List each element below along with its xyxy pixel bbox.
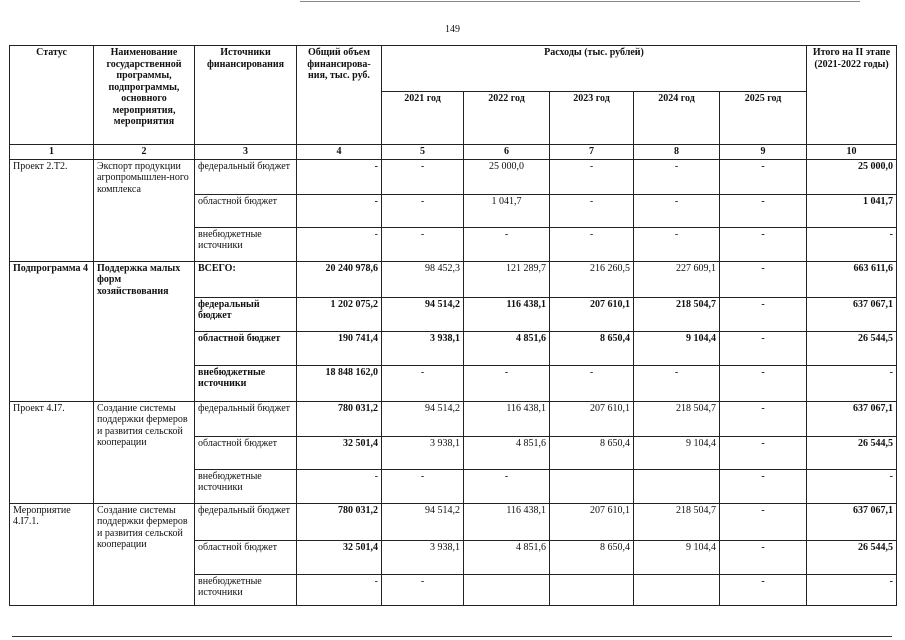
year-2023-cell: - — [550, 159, 634, 194]
year-2025-cell: - — [720, 436, 807, 469]
year-2021-cell: 3 938,1 — [382, 540, 464, 574]
year-2022-cell: - — [464, 365, 550, 401]
total-cell: - — [297, 159, 382, 194]
col-number: 10 — [807, 145, 897, 160]
year-2022-cell: 116 438,1 — [464, 503, 550, 540]
year-2024-cell: 9 104,4 — [634, 436, 720, 469]
header-name: Наименование государственной программы, подпрограммы, основного мероприятия, мероприятия — [94, 46, 195, 145]
year-2025-cell: - — [720, 401, 807, 436]
source-cell: областной бюджет — [195, 436, 297, 469]
col-number: 3 — [195, 145, 297, 160]
itogo-cell: 637 067,1 — [807, 297, 897, 331]
year-2023-cell: 8 650,4 — [550, 540, 634, 574]
header-year: 2022 год — [464, 92, 550, 145]
year-2025-cell: - — [720, 540, 807, 574]
year-2025-cell: - — [720, 227, 807, 261]
total-cell: 18 848 162,0 — [297, 365, 382, 401]
source-cell: внебюджетные источники — [195, 574, 297, 605]
source-cell: внебюджетные источники — [195, 365, 297, 401]
itogo-cell: 26 544,5 — [807, 436, 897, 469]
itogo-cell: - — [807, 574, 897, 605]
col-number: 6 — [464, 145, 550, 160]
year-2024-cell: 218 504,7 — [634, 503, 720, 540]
year-2024-cell: - — [634, 227, 720, 261]
total-cell: 32 501,4 — [297, 436, 382, 469]
source-cell: областной бюджет — [195, 540, 297, 574]
col-number: 2 — [94, 145, 195, 160]
year-2024-cell: 9 104,4 — [634, 540, 720, 574]
year-2021-cell: - — [382, 159, 464, 194]
program-name-cell: Поддержка малых форм хозяйствования — [94, 261, 195, 401]
year-2024-cell: 9 104,4 — [634, 331, 720, 365]
year-2021-cell: 3 938,1 — [382, 436, 464, 469]
year-2023-cell — [550, 574, 634, 605]
status-cell: Подпрограмма 4 — [10, 261, 94, 401]
year-2021-cell: 94 514,2 — [382, 503, 464, 540]
total-cell: 780 031,2 — [297, 503, 382, 540]
year-2022-cell: 1 041,7 — [464, 194, 550, 227]
program-name-cell: Создание системы поддержки фермеров и развития сельской кооперации — [94, 503, 195, 605]
total-cell: - — [297, 227, 382, 261]
year-2023-cell: 8 650,4 — [550, 436, 634, 469]
total-cell: 780 031,2 — [297, 401, 382, 436]
total-cell: - — [297, 469, 382, 503]
year-2021-cell: - — [382, 574, 464, 605]
year-2024-cell — [634, 469, 720, 503]
year-2024-cell: - — [634, 159, 720, 194]
total-cell: 20 240 978,6 — [297, 261, 382, 297]
itogo-cell: 1 041,7 — [807, 194, 897, 227]
total-cell: - — [297, 574, 382, 605]
status-cell: Проект 4.I7. — [10, 401, 94, 503]
year-2022-cell: 4 851,6 — [464, 436, 550, 469]
header-sources: Источники финансирования — [195, 46, 297, 145]
year-2023-cell: - — [550, 365, 634, 401]
header-year: 2025 год — [720, 92, 807, 145]
year-2021-cell: 94 514,2 — [382, 297, 464, 331]
source-cell: федеральный бюджет — [195, 401, 297, 436]
year-2025-cell: - — [720, 194, 807, 227]
col-number: 7 — [550, 145, 634, 160]
header-expenses: Расходы (тыс. рублей) — [382, 46, 807, 92]
year-2023-cell: - — [550, 227, 634, 261]
year-2022-cell: - — [464, 469, 550, 503]
source-cell: федеральный бюджет — [195, 297, 297, 331]
year-2025-cell: - — [720, 331, 807, 365]
itogo-cell: 637 067,1 — [807, 401, 897, 436]
source-cell: внебюджетные источники — [195, 469, 297, 503]
itogo-cell: - — [807, 469, 897, 503]
status-cell: Мероприятие 4.I7.1. — [10, 503, 94, 605]
header-year: 2024 год — [634, 92, 720, 145]
scan-edge-bottom — [12, 636, 892, 637]
year-2021-cell: 98 452,3 — [382, 261, 464, 297]
total-cell: 1 202 075,2 — [297, 297, 382, 331]
year-2021-cell: - — [382, 194, 464, 227]
total-cell: - — [297, 194, 382, 227]
itogo-cell: 26 544,5 — [807, 540, 897, 574]
year-2024-cell: 218 504,7 — [634, 297, 720, 331]
table-row — [10, 261, 897, 297]
col-number: 5 — [382, 145, 464, 160]
year-2022-cell: 116 438,1 — [464, 401, 550, 436]
year-2022-cell — [464, 574, 550, 605]
program-name-cell: Экспорт продукции агропромышлен-ного комплекса — [94, 159, 195, 261]
source-cell: ВСЕГО: — [195, 261, 297, 297]
year-2024-cell: 218 504,7 — [634, 401, 720, 436]
itogo-cell: 25 000,0 — [807, 159, 897, 194]
year-2023-cell: 8 650,4 — [550, 331, 634, 365]
source-cell: областной бюджет — [195, 331, 297, 365]
year-2021-cell: 94 514,2 — [382, 401, 464, 436]
year-2021-cell: - — [382, 365, 464, 401]
year-2025-cell: - — [720, 469, 807, 503]
itogo-cell: 26 544,5 — [807, 331, 897, 365]
header-year: 2023 год — [550, 92, 634, 145]
year-2025-cell: - — [720, 297, 807, 331]
source-cell: федеральный бюджет — [195, 503, 297, 540]
year-2023-cell: 207 610,1 — [550, 503, 634, 540]
source-cell: федеральный бюджет — [195, 159, 297, 194]
year-2021-cell: - — [382, 469, 464, 503]
year-2025-cell: - — [720, 574, 807, 605]
itogo-cell: 663 611,6 — [807, 261, 897, 297]
col-number: 9 — [720, 145, 807, 160]
year-2022-cell: 4 851,6 — [464, 540, 550, 574]
year-2024-cell — [634, 574, 720, 605]
year-2024-cell: - — [634, 365, 720, 401]
page-number: 149 — [445, 24, 460, 35]
table-row — [10, 401, 897, 436]
itogo-cell: - — [807, 227, 897, 261]
year-2025-cell: - — [720, 261, 807, 297]
year-2021-cell: 3 938,1 — [382, 331, 464, 365]
year-2023-cell: - — [550, 194, 634, 227]
header-year: 2021 год — [382, 92, 464, 145]
year-2022-cell: 116 438,1 — [464, 297, 550, 331]
year-2022-cell: - — [464, 227, 550, 261]
year-2022-cell: 4 851,6 — [464, 331, 550, 365]
total-cell: 32 501,4 — [297, 540, 382, 574]
year-2025-cell: - — [720, 159, 807, 194]
header-status: Статус — [10, 46, 94, 145]
program-name-cell: Создание системы поддержки фермеров и развития сельской кооперации — [94, 401, 195, 503]
status-cell: Проект 2.Т2. — [10, 159, 94, 261]
col-number: 4 — [297, 145, 382, 160]
col-number: 8 — [634, 145, 720, 160]
budget-table — [9, 45, 897, 606]
year-2025-cell: - — [720, 503, 807, 540]
year-2023-cell: 207 610,1 — [550, 401, 634, 436]
total-cell: 190 741,4 — [297, 331, 382, 365]
itogo-cell: - — [807, 365, 897, 401]
col-number: 1 — [10, 145, 94, 160]
year-2025-cell: - — [720, 365, 807, 401]
year-2024-cell: - — [634, 194, 720, 227]
table-row — [10, 159, 897, 194]
year-2023-cell: 207 610,1 — [550, 297, 634, 331]
year-2024-cell: 227 609,1 — [634, 261, 720, 297]
year-2021-cell: - — [382, 227, 464, 261]
year-2022-cell: 25 000,0 — [464, 159, 550, 194]
table-row — [10, 503, 897, 540]
year-2023-cell — [550, 469, 634, 503]
year-2022-cell: 121 289,7 — [464, 261, 550, 297]
source-cell: внебюджетные источники — [195, 227, 297, 261]
itogo-cell: 637 067,1 — [807, 503, 897, 540]
header-total-volume: Общий объем финансирова-ния, тыс. руб. — [297, 46, 382, 145]
source-cell: областной бюджет — [195, 194, 297, 227]
header-itogo: Итого на II этапе (2021-2022 годы) — [807, 46, 897, 145]
year-2023-cell: 216 260,5 — [550, 261, 634, 297]
scan-edge-top — [300, 1, 860, 2]
